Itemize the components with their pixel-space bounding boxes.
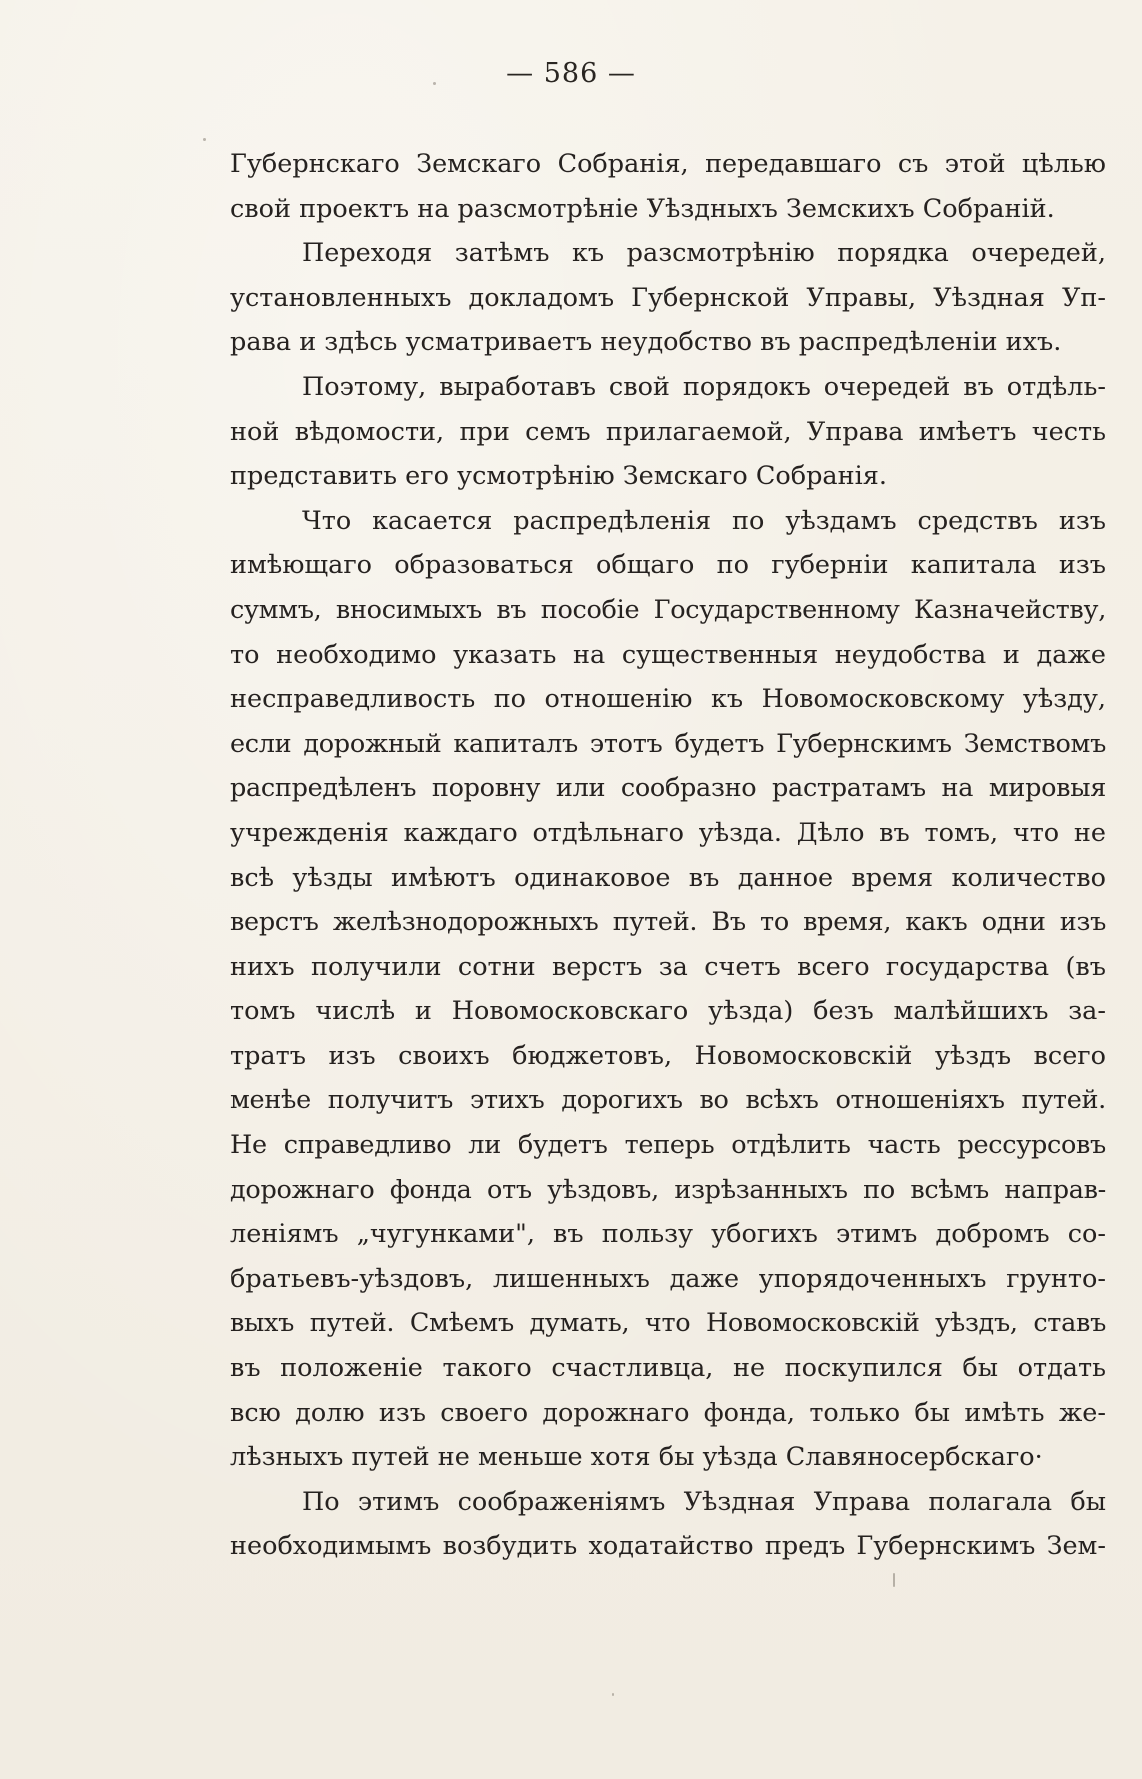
paper-speck bbox=[612, 1693, 614, 1696]
text-line: Поэтому, выработавъ свой порядокъ очередей въ отдѣль- bbox=[302, 371, 1106, 402]
text-line: несправедливость по отношенію къ Новомосковскому уѣзду, bbox=[230, 684, 1106, 715]
page-number: — 586 — bbox=[506, 58, 636, 89]
text-line: томъ числѣ и Новомосковскаго уѣзда) безъ малѣйшихъ за- bbox=[230, 996, 1106, 1027]
paper-speck bbox=[433, 82, 436, 85]
text-line: распредѣленъ поровну или сообразно растратамъ на мировыя bbox=[230, 773, 1106, 804]
text-line: нихъ получили сотни верстъ за счетъ всего государства (въ bbox=[230, 951, 1106, 982]
text-line: всю долю изъ своего дорожнаго фонда, только бы имѣть же- bbox=[230, 1397, 1106, 1428]
text-line: леніямъ „чугунками", въ пользу убогихъ этимъ добромъ со- bbox=[230, 1219, 1106, 1250]
text-line: учрежденія каждаго отдѣльнаго уѣзда. Дѣло въ томъ, что не bbox=[230, 817, 1106, 848]
text-line: Переходя затѣмъ къ разсмотрѣнію порядка очередей, bbox=[302, 238, 1106, 269]
text-line: имѣющаго образоваться общаго по губерніи капитала изъ bbox=[230, 550, 1106, 581]
text-line: если дорожный капиталъ этотъ будетъ Губернскимъ Земствомъ bbox=[230, 728, 1106, 759]
text-line: установленныхъ докладомъ Губернской Управы, Уѣздная Уп- bbox=[230, 282, 1106, 313]
text-line: По этимъ соображеніямъ Уѣздная Управа полагала бы bbox=[302, 1486, 1106, 1517]
text-line: менѣе получитъ этихъ дорогихъ во всѣхъ отношеніяхъ путей. bbox=[230, 1085, 1106, 1116]
text-line: Что касается распредѣленія по уѣздамъ средствъ изъ bbox=[302, 505, 1106, 536]
paper-speck bbox=[203, 138, 206, 141]
text-line: ной вѣдомости, при семъ прилагаемой, Управа имѣетъ честь bbox=[230, 416, 1106, 447]
text-line: суммъ, вносимыхъ въ пособіе Государственному Казначейству, bbox=[230, 594, 1106, 625]
text-line: въ положеніе такого счастливца, не поскупился бы отдать bbox=[230, 1353, 1106, 1384]
text-line: всѣ уѣзды имѣютъ одинаковое въ данное время количество bbox=[230, 862, 1106, 893]
text-line: выхъ путей. Смѣемъ думать, что Новомосковскій уѣздъ, ставъ bbox=[230, 1308, 1106, 1339]
body-text bbox=[230, 142, 1106, 1569]
text-line: рава и здѣсь усматриваетъ неудобство въ распредѣленіи ихъ. bbox=[230, 327, 1062, 358]
text-line: представить его усмотрѣнію Земскаго Собранія. bbox=[230, 461, 887, 492]
text-line: необходимымъ возбудить ходатайство предъ Губернскимъ Зем- bbox=[230, 1531, 1106, 1562]
text-line: лѣзныхъ путей не меньше хотя бы уѣзда Славяносербскаго· bbox=[230, 1442, 1043, 1473]
text-line: тратъ изъ своихъ бюджетовъ, Новомосковскій уѣздъ всего bbox=[230, 1040, 1106, 1071]
text-line: то необходимо указать на существенныя неудобства и даже bbox=[230, 639, 1106, 670]
text-line: дорожнаго фонда отъ уѣздовъ, изрѣзанныхъ по всѣмъ направ- bbox=[230, 1174, 1106, 1205]
text-line: Губернскаго Земскаго Собранія, передавшаго съ этой цѣлью bbox=[230, 149, 1106, 179]
text-line: Не справедливо ли будетъ теперь отдѣлить часть рессурсовъ bbox=[230, 1130, 1106, 1161]
text-line: братьевъ-уѣздовъ, лишенныхъ даже упорядоченныхъ грунто- bbox=[230, 1263, 1106, 1294]
text-line: верстъ желѣзнодорожныхъ путей. Въ то время, какъ одни изъ bbox=[230, 907, 1106, 938]
text-line: свой проектъ на разсмотрѣніе Уѣздныхъ Земскихъ Собраній. bbox=[230, 193, 1055, 224]
paper-speck bbox=[893, 1573, 895, 1587]
